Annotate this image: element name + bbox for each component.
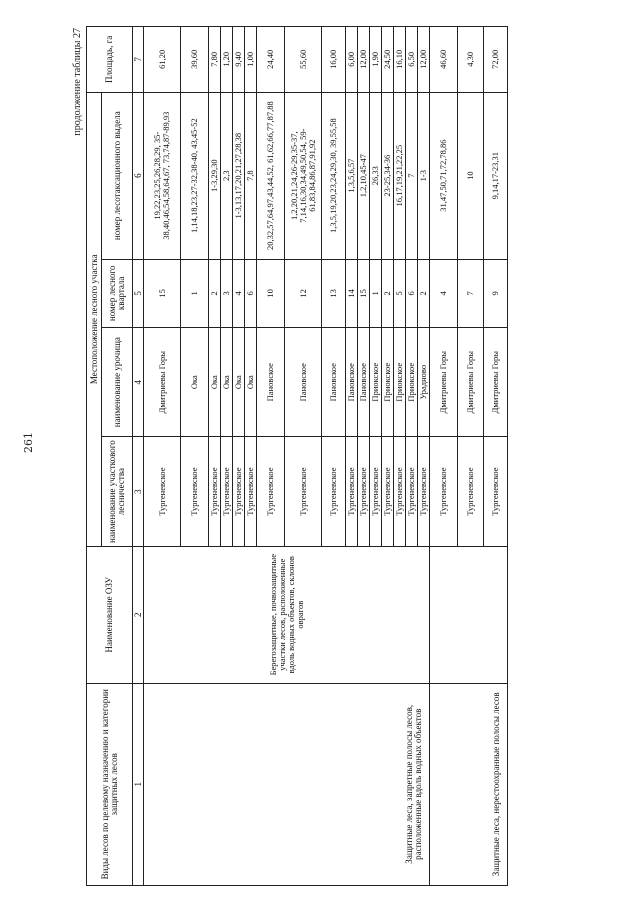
cell-forestry: Тургеневское [245,437,257,546]
cell-area: 46,60 [430,27,458,93]
cell-tract: Приокское [406,328,418,437]
cell-allotment: 19,22,23,25,26,28,29, 35-38,40,46,54,58,64,67, 73,74,87-89,93 [144,92,181,259]
cell-forestry: Тургеневское [144,437,181,546]
cell-area: 39,60 [181,27,209,93]
cell-tract: Урадново [418,328,430,437]
cell-area: 12,00 [418,27,430,93]
cell-forestry: Тургеневское [430,437,458,546]
category-spawning-protection: Защитные леса, нерестоохранные полосы лесов [430,683,508,885]
cell-forestry: Тургеневское [322,437,346,546]
column-number: 6 [133,92,144,259]
header-forestry: наименование участкового лесничества [102,437,133,546]
header-area: Площадь, га [87,27,133,93]
cell-area: 6,50 [406,27,418,93]
cell-allotment: 9,14,17-23,31 [484,92,508,259]
cell-quarter: 1 [370,259,382,327]
cell-tract: Дмитриевы Горы [458,328,484,437]
cell-allotment: 7,8 [245,92,257,259]
cell-allotment: 10 [458,92,484,259]
cell-tract: Ока [209,328,221,437]
cell-quarter: 15 [358,259,370,327]
cell-quarter: 5 [394,259,406,327]
cell-quarter: 14 [346,259,358,327]
cell-quarter: 6 [245,259,257,327]
cell-quarter: 1 [181,259,209,327]
cell-area: 16,10 [394,27,406,93]
cell-allotment: 31,47,50,71,72,78,86 [430,92,458,259]
cell-forestry: Тургеневское [257,437,285,546]
cell-area: 4,30 [458,27,484,93]
cell-tract: Пановское [346,328,358,437]
cell-area: 55,60 [285,27,322,93]
cell-allotment: 16,17,19,21,22,25 [394,92,406,259]
cell-allotment: 7 [406,92,418,259]
cell-tract: Пановское [285,328,322,437]
cell-allotment: 1,3,5,19,20,23,24,29,30, 39,55,58 [322,92,346,259]
header-allotment: номер лесотаксационного выдела [102,92,133,259]
cell-allotment: 1-3,13,17,20,21,27,28,38 [233,92,245,259]
cell-tract: Приокское [370,328,382,437]
cell-allotment: 20,32,57,64,97,43,44,52, 61,62,66,77,87,88 [257,92,285,259]
cell-area: 12,00 [358,27,370,93]
cell-quarter: 3 [221,259,233,327]
cell-allotment: 1,2,10,45-47 [358,92,370,259]
column-number: 4 [133,328,144,437]
cell-forestry: Тургеневское [418,437,430,546]
cell-quarter: 6 [406,259,418,327]
cell-forestry: Тургеневское [285,437,322,546]
cell-forestry: Тургеневское [382,437,394,546]
cell-quarter: 15 [144,259,181,327]
cell-allotment: 1,3,5,6,57 [346,92,358,259]
cell-area: 1,90 [370,27,382,93]
header-tract: наименование урочища [102,328,133,437]
column-number: 3 [133,437,144,546]
cell-area: 24,40 [257,27,285,93]
cell-quarter: 2 [382,259,394,327]
cell-quarter: 10 [257,259,285,327]
cell-tract: Пановское [322,328,346,437]
cell-forestry: Тургеневское [484,437,508,546]
ozu-water-protection: Берегозащитные, почвозащитные участки лесов, расположенные вдоль водных объектов, склонов оврагов [144,546,430,683]
page-number: 261 [22,432,35,453]
cell-forestry: Тургеневское [358,437,370,546]
category-water-protection: Защитные леса, запретные полосы лесов, расположенные вдоль водных объектов [144,683,430,885]
column-number: 5 [133,259,144,327]
cell-forestry: Тургеневское [233,437,245,546]
cell-tract: Ока [233,328,245,437]
cell-area: 72,00 [484,27,508,93]
header-quarter: номер лесного квартала [102,259,133,327]
column-number: 1 [133,683,144,885]
cell-quarter: 2 [209,259,221,327]
cell-area: 6,00 [346,27,358,93]
column-numbers-row [133,27,144,886]
rotated-page [72,26,572,886]
cell-area: 7,80 [209,27,221,93]
column-number: 2 [133,546,144,683]
forest-table [86,26,508,886]
cell-quarter: 7 [458,259,484,327]
cell-quarter: 12 [285,259,322,327]
column-number: 7 [133,27,144,93]
cell-forestry: Тургеневское [458,437,484,546]
cell-forestry: Тургеневское [406,437,418,546]
cell-allotment: 2,3 [221,92,233,259]
header-location-group: Местоположение лесного участка [87,92,102,546]
cell-tract: Дмитриевы Горы [484,328,508,437]
cell-quarter: 13 [322,259,346,327]
cell-allotment: 1,14,18,23,27-32,38-40, 43,45-52 [181,92,209,259]
cell-area: 9,40 [233,27,245,93]
cell-quarter: 4 [430,259,458,327]
cell-tract: Дмитриевы Горы [144,328,181,437]
cell-tract: Приокское [394,328,406,437]
cell-tract: Пановское [358,328,370,437]
cell-tract: Ока [245,328,257,437]
cell-forestry: Тургеневское [209,437,221,546]
header-forest-type: Виды лесов по целевому назначению и категории защитных лесов [87,683,133,885]
cell-forestry: Тургеневское [394,437,406,546]
cell-quarter: 2 [418,259,430,327]
cell-area: 24,50 [382,27,394,93]
cell-allotment: 1-3,29,30 [209,92,221,259]
cell-area: 16,00 [322,27,346,93]
table-row [144,27,181,886]
cell-forestry: Тургеневское [370,437,382,546]
table-row [430,27,458,886]
cell-tract: Пановское [257,328,285,437]
cell-tract: Ока [181,328,209,437]
cell-area: 61,20 [144,27,181,93]
cell-allotment: 26,33 [370,92,382,259]
ozu-empty-cell [430,546,508,683]
cell-area: 1,20 [221,27,233,93]
cell-tract: Дмитриевы Горы [430,328,458,437]
cell-area: 1,00 [245,27,257,93]
cell-quarter: 9 [484,259,508,327]
cell-forestry: Тургеневское [181,437,209,546]
cell-allotment: 1-3 [418,92,430,259]
cell-tract: Ока [221,328,233,437]
cell-quarter: 4 [233,259,245,327]
cell-allotment: 23-25,34-36 [382,92,394,259]
cell-forestry: Тургеневское [221,437,233,546]
cell-allotment: 1,2,20,21,24,26-29,35-37, 7,14,16,30,34,49,50,54, 59-61,83,84,86,87,91,92 [285,92,322,259]
cell-forestry: Тургеневское [346,437,358,546]
continuation-caption: продолжение таблицы 27 [72,28,83,136]
header-ozu-name: Наименование ОЗУ [87,546,133,683]
cell-tract: Приокское [382,328,394,437]
